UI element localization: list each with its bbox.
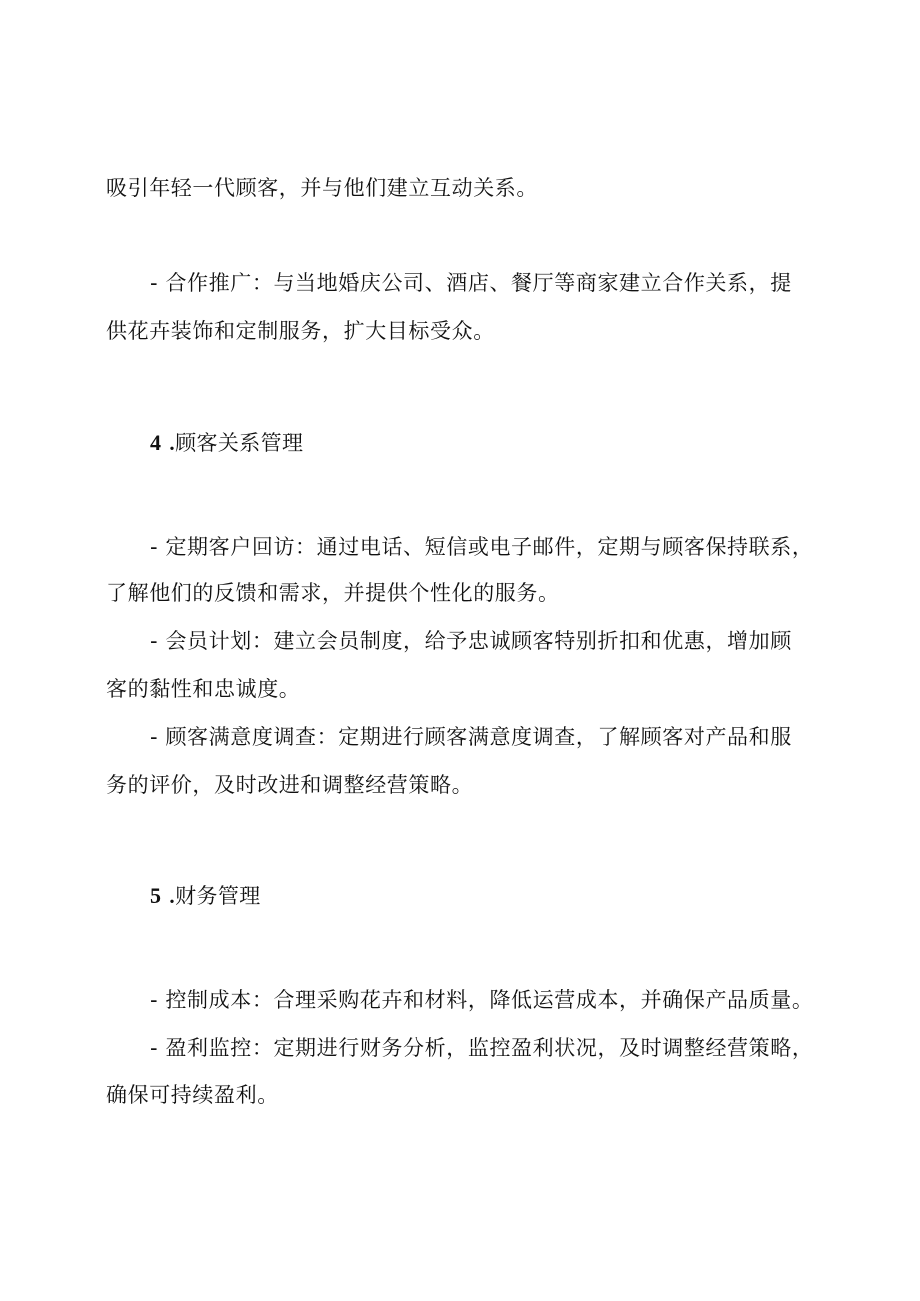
section-dot: . (169, 431, 176, 455)
list-item-line: - 顾客满意度调查：定期进行顾客满意度调查，了解顾客对产品和服 (150, 725, 792, 749)
list-item-line: 客的黏性和忠诚度。 (106, 677, 301, 701)
section-title: 财务管理 (175, 884, 261, 908)
list-item-line: - 控制成本：合理采购花卉和材料，降低运营成本，并确保产品质量。 (150, 988, 814, 1012)
section-number: 5 (150, 883, 162, 908)
section-title: 顾客关系管理 (175, 431, 304, 455)
section-dot: . (169, 884, 176, 908)
list-item-line: - 定期客户回访：通过电话、短信或电子邮件，定期与顾客保持联系， (150, 535, 814, 559)
list-item-line: - 盈利监控：定期进行财务分析，监控盈利状况，及时调整经营策略， (150, 1036, 814, 1060)
section-number: 4 (150, 430, 162, 455)
cooperation-item-line: - 合作推广：与当地婚庆公司、酒店、餐厅等商家建立合作关系，提 (150, 271, 792, 295)
paragraph-line: 吸引年轻一代顾客，并与他们建立互动关系。 (106, 176, 538, 200)
cooperation-item-line: 供花卉装饰和定制服务，扩大目标受众。 (106, 319, 495, 343)
list-item-line: 了解他们的反馈和需求，并提供个性化的服务。 (106, 581, 560, 605)
section-heading-4 (150, 428, 303, 458)
list-item-line: - 会员计划：建立会员制度，给予忠诚顾客特别折扣和优惠，增加顾 (150, 629, 792, 653)
list-item-line: 务的评价，及时改进和调整经营策略。 (106, 773, 474, 797)
section-heading-5 (150, 881, 261, 911)
list-item-line: 确保可持续盈利。 (106, 1083, 279, 1107)
